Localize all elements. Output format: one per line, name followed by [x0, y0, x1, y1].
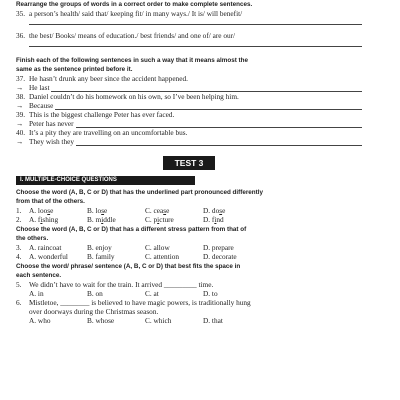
option-a[interactable]: A. in — [29, 289, 44, 298]
option-d[interactable]: D. that — [203, 316, 223, 325]
question-number: 1. — [16, 206, 22, 215]
option-a[interactable]: A. loose — [29, 206, 54, 215]
option-c[interactable]: C. at — [145, 289, 159, 298]
option-c[interactable]: C. picture — [145, 215, 174, 224]
answer-prompt: They wish they — [29, 137, 74, 146]
option-b[interactable]: B. on — [87, 289, 103, 298]
question-text: He hasn’t drunk any beer since the accident happened. — [29, 74, 188, 83]
option-b[interactable]: B. family — [87, 252, 115, 261]
question-text: the best/ Books/ means of education./ best friends/ and one of/ are our/ — [29, 31, 236, 40]
mcq-section-heading: I. MULTIPLE-CHOICE QUESTIONS — [16, 176, 195, 185]
option-d[interactable]: D. to — [203, 289, 218, 298]
answer-line-35[interactable] — [29, 18, 362, 25]
question-6-options — [16, 316, 362, 325]
answer-prompt: Because — [29, 101, 54, 110]
question-4 — [16, 252, 362, 261]
question-6-text-cont: over doorways during the Christmas season. — [29, 307, 159, 316]
question-number: 37. — [16, 74, 26, 83]
rewrite-instruction-line-2: same as the sentence printed before it. — [16, 66, 133, 73]
arrow-icon: → — [16, 83, 24, 92]
option-b[interactable]: B. middle — [87, 215, 116, 224]
question-3 — [16, 243, 362, 252]
test-title: TEST 3 — [163, 156, 215, 170]
answer-prompt: He last — [29, 83, 50, 92]
question-text: This is the biggest challenge Peter has ever faced. — [29, 110, 175, 119]
question-38 — [16, 92, 362, 101]
answer-blank-39[interactable] — [76, 120, 362, 128]
question-40 — [16, 128, 362, 137]
option-d[interactable]: D. decorate — [203, 252, 237, 261]
answer-row-39 — [16, 119, 362, 128]
question-35 — [16, 9, 362, 18]
option-b[interactable]: B. whose — [87, 316, 115, 325]
arrow-icon: → — [16, 101, 24, 110]
pronunciation-instruction-line-2: from that of the others. — [16, 198, 85, 205]
answer-prompt: Peter has never — [29, 119, 74, 128]
worksheet-page — [16, 0, 362, 325]
question-39 — [16, 110, 362, 119]
option-a[interactable]: A. fishing — [29, 215, 59, 224]
stress-instruction-line-1: Choose the word (A, B, C or D) that has a different stress pattern from that of — [16, 226, 247, 233]
question-5 — [16, 280, 362, 289]
question-number: 3. — [16, 243, 22, 252]
question-6 — [16, 298, 362, 307]
question-1 — [16, 206, 362, 215]
question-number: 40. — [16, 128, 26, 137]
question-37 — [16, 74, 362, 83]
option-c[interactable]: C. cease — [145, 206, 170, 215]
option-d[interactable]: D. prepare — [203, 243, 234, 252]
arrow-icon: → — [16, 119, 24, 128]
option-b[interactable]: B. lose — [87, 206, 108, 215]
question-number: 2. — [16, 215, 22, 224]
question-text: a person’s health/ said that/ keeping fit/ in many ways./ It is/ will benefit/ — [29, 9, 243, 18]
option-c[interactable]: C. which — [145, 316, 172, 325]
arrow-icon: → — [16, 137, 24, 146]
question-number: 38. — [16, 92, 26, 101]
answer-blank-37[interactable] — [51, 84, 362, 92]
question-text: It’s a pity they are travelling on an uncomfortable bus. — [29, 128, 188, 137]
question-text: Daniel couldn’t do his homework on his own, so I’ve been helping him. — [29, 92, 239, 101]
question-text: We didn’t have to wait for the train. It arrived _________ time. — [29, 280, 214, 289]
option-a[interactable]: A. wonderful — [29, 252, 68, 261]
question-5-options — [16, 289, 362, 298]
question-36 — [16, 31, 362, 40]
option-a[interactable]: A. who — [29, 316, 51, 325]
answer-row-40 — [16, 137, 362, 146]
stress-instruction-line-2: the others. — [16, 235, 49, 242]
option-d[interactable]: D. dose — [203, 206, 226, 215]
question-number: 39. — [16, 110, 26, 119]
question-number: 6. — [16, 298, 22, 307]
question-number: 35. — [16, 9, 26, 18]
answer-blank-40[interactable] — [76, 138, 362, 146]
answer-row-38 — [16, 101, 362, 110]
option-b[interactable]: B. enjoy — [87, 243, 112, 252]
answer-row-37 — [16, 83, 362, 92]
question-number: 4. — [16, 252, 22, 261]
question-2 — [16, 215, 362, 224]
option-a[interactable]: A. raincoat — [29, 243, 62, 252]
answer-blank-38[interactable] — [55, 102, 362, 110]
fill-instruction-line-1: Choose the word/ phrase/ sentence (A, B, C or D) that best fits the space in — [16, 263, 241, 270]
question-text: Mistletoe, ________ is believed to have magic powers, is traditionally hung — [29, 298, 251, 307]
answer-line-36[interactable] — [29, 40, 362, 47]
option-d[interactable]: D. find — [203, 215, 224, 224]
question-number: 36. — [16, 31, 26, 40]
rewrite-instruction-line-1: Finish each of the following sentences in such a way that it means almost the — [16, 57, 248, 64]
question-number: 5. — [16, 280, 22, 289]
rearrange-instruction: Rearrange the groups of words in a correct order to make complete sentences. — [16, 1, 253, 8]
option-c[interactable]: C. attention — [145, 252, 180, 261]
fill-instruction-line-2: each sentence. — [16, 272, 62, 279]
option-c[interactable]: C. allow — [145, 243, 170, 252]
pronunciation-instruction-line-1: Choose the word (A, B, C or D) that has the underlined part pronounced differently — [16, 189, 263, 196]
